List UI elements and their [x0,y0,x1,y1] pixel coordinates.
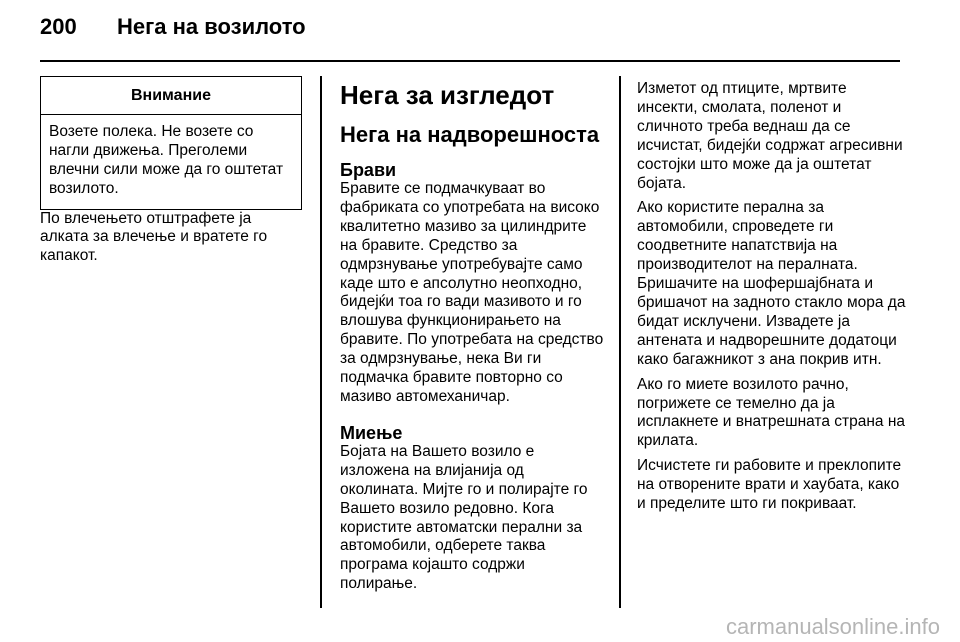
locks-paragraph: Бравите се подмачкуваат во фабриката со употребата на високо квалитетно мазиво за цилиндрите на бравите. Средство за одмрзнување употребувајте само каде што е апсолутно неопходно, бидејќи тоа го вади мазивото и го влошува функционирањето на бравите. По употребата на средство за одмрзнување, нека Ви ги подмачка бравите повторно со мазиво автомеханичар. [340,180,604,405]
towing-paragraph: По влечењето отштрафете ја алката за влечење и вратете го капакот. [40,209,268,265]
subheading-washing: Миење [340,422,403,443]
header-rule [40,60,900,62]
page-header [40,14,306,44]
paragraph-bird-droppings: Изметот од птиците, мртвите инсекти, смолата, поленот и сличното треба веднаш да се исчистат, бидејќи содржат агресивни состојки што може да ја оштетат бојата. [637,80,903,192]
heading-exterior-care: Нега на надворешноста [340,122,600,147]
column-2 [340,80,606,594]
paragraph-car-wash: Ако користите перална за автомобили, спроведете ги соодветните напатствија на производителот на пералната. Бришачите на шофершајбната и бришачот на задното стакло мора да бидат исклучени. Извадете ја антената и надворешните додатоци како багажникот з ана покрив итн. [637,199,906,368]
column-1 [40,76,302,266]
paragraph-door-edges: Исчистете ги рабовите и преклопите на отворените врати и хаубата, како и пределите што ги покриваат. [637,457,902,513]
watermark: carmanualsonline.info [725,614,940,639]
washing-paragraph: Бојата на Вашето возило е изложена на влијанија од околината. Мијте го и полирајте го Вашето возило редовно. Кога користите автоматски перални за автомобили, одберете таква програма којашто содржи полирање. [340,442,588,593]
warning-title: Внимание [41,77,301,115]
column-divider-1 [320,76,322,608]
page-number: 200 [40,14,77,39]
paragraph-hand-wash: Ако го миете возилото рачно, погрижете се темелно да ја исплакнете и внатрешната страна на крилата. [637,375,906,450]
heading-appearance-care: Нега за изгледот [340,80,555,110]
section-title: Нега на возилото [117,14,306,39]
subheading-locks: Брави [340,160,397,180]
column-3 [637,80,907,514]
warning-box [40,76,302,210]
warning-text: Возете полека. Не возете со нагли движења. Преголеми влечни сили може да го оштетат возилото. [49,122,284,197]
column-divider-2 [619,76,621,608]
